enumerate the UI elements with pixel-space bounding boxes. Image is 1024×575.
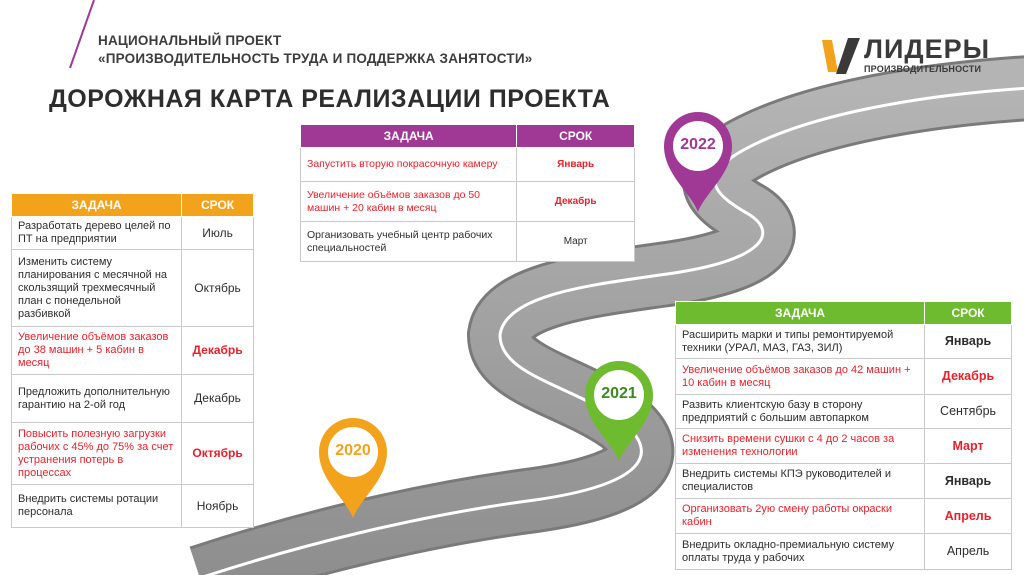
table-row	[676, 499, 1012, 534]
task-cell: Организовать 2ую смену работы окраски кабин	[676, 499, 925, 534]
tasks-table-2022	[300, 124, 635, 262]
table-row	[676, 429, 1012, 464]
table-header-row	[12, 194, 254, 217]
tasks-table-2021	[675, 301, 1012, 570]
map-pin-icon	[582, 357, 656, 462]
term-cell: Март	[517, 222, 635, 262]
column-header-term: СРОК	[182, 194, 254, 217]
term-cell: Октябрь	[182, 250, 254, 327]
task-cell: Внедрить окладно-премиальную систему оплаты труда у рабочих	[676, 534, 925, 570]
year-label: 2022	[680, 136, 716, 153]
term-cell: Декабрь	[925, 359, 1012, 395]
term-cell: Январь	[925, 325, 1012, 359]
header-divider	[60, 0, 100, 70]
term-cell: Сентябрь	[925, 395, 1012, 429]
year-pin-2021	[582, 357, 656, 462]
table-row	[301, 148, 635, 182]
column-header-term: СРОК	[925, 302, 1012, 325]
header-project-name: «ПРОИЗВОДИТЕЛЬНОСТЬ ТРУДА И ПОДДЕРЖКА ЗАНЯТОСТИ»	[98, 51, 533, 66]
table-row	[676, 395, 1012, 429]
task-cell: Предложить дополнительную гарантию на 2-ой год	[12, 375, 182, 423]
task-cell: Изменить систему планирования с месячной на скользящий трехмесячный план с понедельной разбивкой	[12, 250, 182, 327]
term-cell: Март	[925, 429, 1012, 464]
tasks-table-2020	[11, 193, 254, 528]
term-cell: Ноябрь	[182, 485, 254, 528]
table-row	[12, 250, 254, 327]
table-row	[676, 534, 1012, 570]
column-header-term: СРОК	[517, 125, 635, 148]
term-cell: Декабрь	[182, 327, 254, 375]
table-row	[12, 217, 254, 250]
column-header-task: ЗАДАЧА	[301, 125, 517, 148]
term-cell: Апрель	[925, 534, 1012, 570]
year-pin-2022	[661, 108, 735, 213]
table-row	[12, 485, 254, 528]
table-row	[301, 182, 635, 222]
table-row	[12, 375, 254, 423]
task-cell: Увеличение объёмов заказов до 38 машин + 5 кабин в месяц	[12, 327, 182, 375]
year-label: 2021	[601, 385, 637, 402]
table-row	[12, 327, 254, 375]
task-cell: Повысить полезную загрузки рабочих с 45% до 75% за счет устранения потерь в процессах	[12, 423, 182, 485]
table-row	[676, 325, 1012, 359]
task-cell: Увеличение объёмов заказов до 42 машин + 10 кабин в месяц	[676, 359, 925, 395]
page-title: ДОРОЖНАЯ КАРТА РЕАЛИЗАЦИИ ПРОЕКТА	[49, 85, 611, 113]
table-row	[12, 423, 254, 485]
map-pin-icon	[316, 414, 390, 519]
task-cell: Разработать дерево целей по ПТ на предприятии	[12, 217, 182, 250]
task-cell: Внедрить системы ротации персонала	[12, 485, 182, 528]
task-cell: Организовать учебный центр рабочих специальностей	[301, 222, 517, 262]
logo-subtitle: ПРОИЗВОДИТЕЛЬНОСТИ	[864, 64, 982, 74]
task-cell: Снизить времени сушки с 4 до 2 часов за изменения технологии	[676, 429, 925, 464]
task-cell: Запустить вторую покрасочную камеру	[301, 148, 517, 182]
term-cell: Октябрь	[182, 423, 254, 485]
task-cell: Развить клиентскую базу в сторону предприятий с большим автопарком	[676, 395, 925, 429]
year-label: 2020	[335, 442, 371, 459]
table-header-row	[676, 302, 1012, 325]
task-cell: Внедрить системы КПЭ руководителей и специалистов	[676, 464, 925, 499]
column-header-task: ЗАДАЧА	[676, 302, 925, 325]
table-row	[676, 359, 1012, 395]
term-cell: Январь	[925, 464, 1012, 499]
year-pin-2020	[316, 414, 390, 519]
table-row	[676, 464, 1012, 499]
term-cell: Декабрь	[182, 375, 254, 423]
task-cell: Увеличение объёмов заказов до 50 машин + 20 кабин в месяц	[301, 182, 517, 222]
term-cell: Июль	[182, 217, 254, 250]
term-cell: Апрель	[925, 499, 1012, 534]
column-header-task: ЗАДАЧА	[12, 194, 182, 217]
term-cell: Январь	[517, 148, 635, 182]
logo-name: ЛИДЕРЫ	[864, 34, 991, 64]
table-row	[301, 222, 635, 262]
term-cell: Декабрь	[517, 182, 635, 222]
map-pin-icon	[661, 108, 735, 213]
logo-mark-icon	[818, 36, 862, 76]
task-cell: Расширить марки и типы ремонтируемой техники (УРАЛ, МАЗ, ГАЗ, ЗИЛ)	[676, 325, 925, 359]
table-header-row	[301, 125, 635, 148]
header-project-label: НАЦИОНАЛЬНЫЙ ПРОЕКТ	[98, 33, 282, 48]
logo	[818, 36, 998, 78]
